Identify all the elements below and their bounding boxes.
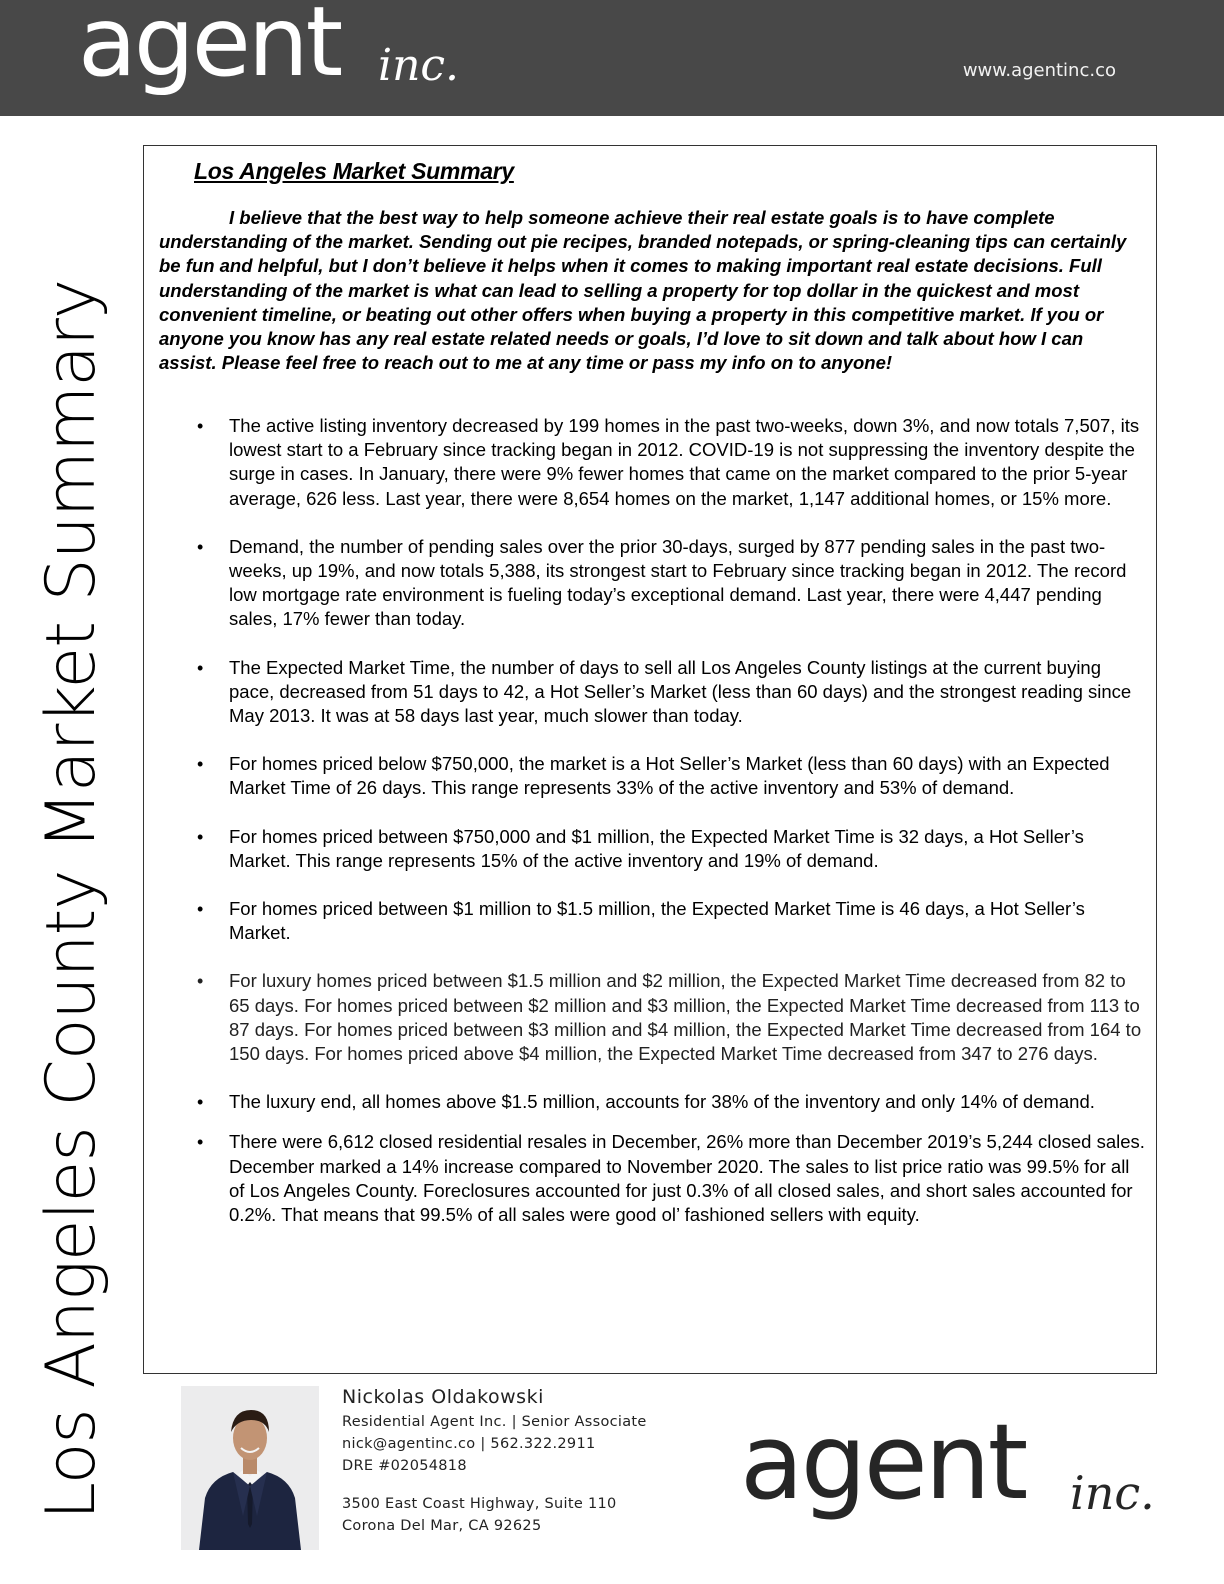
bullet-text: Demand, the number of pending sales over the prior 30-days, surged by 877 pending sales in the past two-weeks, up 19%, and now totals 5,388, its strongest start to February since tracking began in 2012. The record low mortgage rate environment is fueling today’s exceptional demand. Last year, there were 4,447 pending sales, 17% fewer than today.	[229, 535, 1127, 630]
bullet-text: For luxury homes priced between $1.5 million and $2 million, the Expected Market Time decreased from 82 to 65 days. For homes priced between $2 million and $3 million, the Expected Market Time decreased from 113 to 87 days. For homes priced between $3 million and $4 million, the Expected Market Time decreased from 164 to 150 days. For homes priced above $4 million, the Expected Market Time decreased from 347 to 276 days.	[229, 970, 1142, 1065]
logo-suffix: inc.	[1070, 1466, 1155, 1520]
agent-inc-logo-footer	[740, 1401, 1180, 1560]
bullet-text: There were 6,612 closed residential resales in December, 26% more than December 2019’s 5,244 closed sales. December marked a 14% increase compared to November 2020. The sales to list price ratio was 99.5% for all of Los Angeles County. Foreclosures accounted for just 0.3% of all closed sales, and short sales accounted for 0.2%. That means that 99.5% of all sales were good ol’ fashioned sellers with equity.	[229, 1131, 1145, 1226]
bullet-dot-icon: •	[197, 1132, 204, 1153]
spacer	[342, 1480, 647, 1496]
agent-photo	[181, 1386, 319, 1550]
bullet-dot-icon: •	[197, 971, 204, 992]
bullet-text: For homes priced between $750,000 and $1 million, the Expected Market Time is 32 days, a Hot Seller’s Market. This range represents 15% of the active inventory and 19% of demand.	[229, 825, 1084, 871]
bullet-text: The active listing inventory decreased by 199 homes in the past two-weeks, down 3%, and now totals 7,507, its lowest start to a February since tracking began in 2012. COVID-19 is not suppressing the inventory despite the surge in cases. In January, there were 9% fewer homes that came on the market compared to the prior 5-year average, 626 less. Last year, there were 8,654 homes on the market, 1,147 additional homes, or 15% more.	[229, 415, 1140, 509]
agent-address-line1: 3500 East Coast Highway, Suite 110	[342, 1496, 617, 1512]
bullet-item	[189, 656, 1149, 729]
bullet-dot-icon: •	[197, 826, 204, 847]
bullet-text: For homes priced below $750,000, the market is a Hot Seller’s Market (less than 60 days) with an Expected Market Time of 26 days. This range represents 33% of the active inventory and 53% of demand.	[229, 753, 1110, 799]
website-link[interactable]: www.agentinc.co	[962, 60, 1116, 81]
bullet-item	[189, 414, 1149, 511]
bullet-dot-icon: •	[197, 1092, 204, 1113]
bullet-dot-icon: •	[197, 899, 204, 920]
agent-portrait-icon	[181, 1386, 319, 1550]
bullet-item	[189, 969, 1149, 1066]
bullet-item	[189, 825, 1149, 873]
bullet-dot-icon: •	[197, 657, 204, 678]
bullet-dot-icon: •	[197, 536, 204, 557]
bullet-item	[189, 1130, 1149, 1227]
bullet-item	[189, 1090, 1149, 1114]
bullet-text: For homes priced between $1 million to $1.5 million, the Expected Market Time is 46 days, a Hot Seller’s Market.	[229, 898, 1085, 944]
bullet-dot-icon: •	[197, 416, 204, 436]
market-bullets	[189, 414, 1149, 1251]
bullet-text: The luxury end, all homes above $1.5 million, accounts for 38% of the inventory and only 14% of demand.	[229, 1091, 1095, 1113]
bullet-item	[189, 752, 1149, 800]
agent-title: Residential Agent Inc. | Senior Associate	[342, 1414, 647, 1430]
logo-wordmark: agent	[740, 1401, 1026, 1523]
logo-wordmark: agent	[78, 0, 341, 98]
agent-contact-block	[342, 1386, 647, 1540]
market-summary-box	[143, 145, 1157, 1374]
intro-paragraph: I believe that the best way to help someone achieve their real estate goals is to have complete understanding of the market. Sending out pie recipes, branded notepads, or spring-cleaning tips can certainly be fun and helpful, but I don’t believe it helps when it comes to making important real estate decisions. Full understanding of the market is what can lead to selling a property for top dollar in the quickest and most convenient timeline, or beating out other offers when buying a property in this competitive market. If you or anyone you know has any real estate related needs or goals, I’d love to sit down and talk about how I can assist. Please feel free to reach out to me at any time or pass my info on to anyone!	[159, 207, 1127, 374]
bullet-item	[189, 897, 1149, 945]
logo-suffix: inc.	[378, 40, 460, 91]
agent-contact[interactable]: nick@agentinc.co | 562.322.2911	[342, 1436, 596, 1452]
bullet-dot-icon: •	[197, 754, 204, 775]
bullet-text: The Expected Market Time, the number of days to sell all Los Angeles County listings at the current buying pace, decreased from 51 days to 42, a Hot Seller’s Market (less than 60 days) and the strongest reading since May 2013. It was at 58 days last year, much slower than today.	[229, 656, 1132, 727]
agent-dre: DRE #02054818	[342, 1458, 467, 1474]
header-bar	[0, 0, 1224, 116]
agent-name: Nickolas Oldakowski	[342, 1386, 544, 1408]
side-title: Los Angeles County Market Summary	[32, 279, 111, 1520]
bullet-item	[189, 535, 1149, 632]
agent-address-line2: Corona Del Mar, CA 92625	[342, 1518, 542, 1534]
summary-title: Los Angeles Market Summary	[194, 158, 514, 184]
